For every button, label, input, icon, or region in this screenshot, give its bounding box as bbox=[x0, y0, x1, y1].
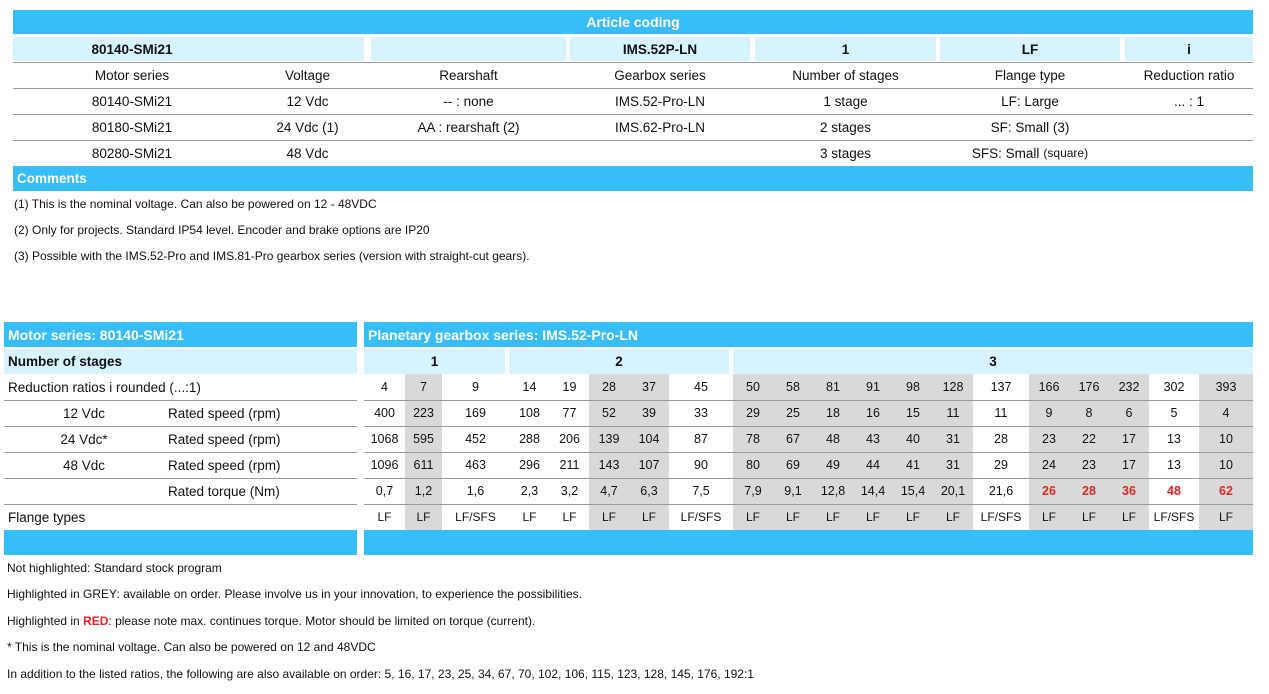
perf-divider bbox=[364, 452, 1253, 453]
coding-option-cell bbox=[570, 140, 750, 166]
value-cell: 31 bbox=[933, 452, 973, 478]
flange-cell: LF bbox=[1199, 504, 1253, 530]
ratio-cell: 37 bbox=[629, 374, 669, 400]
ratio-cell: 137 bbox=[990, 380, 1012, 394]
flange-cell: LF bbox=[405, 504, 442, 530]
article-coding-title: Article coding bbox=[13, 10, 1253, 34]
value-cell: 169 bbox=[465, 406, 486, 420]
value-cell: 13 bbox=[1167, 458, 1181, 472]
value-cell: 4,7 bbox=[589, 478, 629, 504]
ratio-cell: 45 bbox=[694, 380, 708, 394]
value-cell: 143 bbox=[589, 452, 629, 478]
value-cell: 11 bbox=[994, 406, 1008, 420]
value-cell: 48 bbox=[813, 426, 853, 452]
coding-option-cell: 2 stages bbox=[819, 119, 872, 135]
value-cell: 104 bbox=[629, 426, 669, 452]
value-cell: 43 bbox=[853, 426, 893, 452]
ratio-cell: 91 bbox=[853, 374, 893, 400]
value-cell: 40 bbox=[893, 426, 933, 452]
ratio-cell: 19 bbox=[562, 380, 577, 394]
value-cell: 1096 bbox=[370, 458, 399, 472]
value-cell: 9 bbox=[1029, 400, 1069, 426]
value-cell: 77 bbox=[562, 406, 577, 420]
perf-footer-left bbox=[4, 530, 357, 555]
perf-divider bbox=[364, 504, 1253, 505]
ratio-cell: 393 bbox=[1199, 374, 1253, 400]
footnote-nominal: * This is the nominal voltage. Can also be powered on 12 and 48VDC bbox=[7, 640, 376, 654]
value-cell: 29 bbox=[733, 400, 773, 426]
stage-group-cell: 1 bbox=[364, 349, 505, 374]
value-cell: 6,3 bbox=[629, 478, 669, 504]
value-cell: 78 bbox=[733, 426, 773, 452]
article-code-cell: LF bbox=[940, 37, 1120, 61]
footnote-red-pre: Highlighted in bbox=[7, 614, 84, 628]
value-cell: 400 bbox=[374, 406, 395, 420]
flange-cell: LF bbox=[773, 504, 813, 530]
footnote-standard: Not highlighted: Standard stock program bbox=[7, 561, 222, 575]
quantity-label: Rated torque (Nm) bbox=[168, 483, 280, 499]
coding-option-cell: LF: Large bbox=[1001, 93, 1059, 109]
coding-header-cell: Rearshaft bbox=[439, 67, 498, 83]
footnote-grey: Highlighted in GREY: available on order. Please involve us in your innovation, to experience the possibilities. bbox=[7, 587, 583, 601]
coding-divider bbox=[13, 140, 1253, 141]
coding-divider bbox=[13, 62, 1253, 63]
value-cell: 12,8 bbox=[813, 478, 853, 504]
perf-divider bbox=[364, 478, 1253, 479]
value-cell: 15,4 bbox=[893, 478, 933, 504]
flange-label: Flange types bbox=[8, 509, 86, 525]
voltage-label: 12 Vdc bbox=[62, 405, 106, 421]
coding-header-cell: Voltage bbox=[284, 67, 331, 83]
value-cell: 108 bbox=[519, 406, 540, 420]
flange-cell: LF bbox=[1069, 504, 1109, 530]
comment-1: (1) This is the nominal voltage. Can also be powered on 12 - 48VDC bbox=[14, 197, 377, 211]
voltage-label bbox=[4, 478, 164, 504]
value-cell: 24 bbox=[1029, 452, 1069, 478]
value-cell: 4 bbox=[1199, 400, 1253, 426]
coding-option-cell: 1 stage bbox=[823, 93, 868, 109]
flange-cell: LF bbox=[629, 504, 669, 530]
quantity-label: Rated speed (rpm) bbox=[168, 457, 281, 473]
ratio-cell: 28 bbox=[589, 374, 629, 400]
flange-cell: LF bbox=[522, 510, 537, 524]
article-code-cell bbox=[251, 37, 364, 61]
ratio-cell: 9 bbox=[472, 380, 479, 394]
flange-cell: LF/SFS bbox=[680, 510, 722, 524]
ratio-cell: 232 bbox=[1109, 374, 1149, 400]
comment-2: (2) Only for projects. Standard IP54 level. Encoder and brake options are IP20 bbox=[14, 223, 430, 237]
value-cell: 87 bbox=[694, 432, 708, 446]
coding-option-cell: 80280-SMi21 bbox=[91, 145, 173, 161]
coding-option-cell bbox=[940, 140, 1120, 166]
value-cell: 296 bbox=[519, 458, 540, 472]
gearbox-series-title: Planetary gearbox series: IMS.52-Pro-LN bbox=[364, 322, 1253, 347]
value-cell: 49 bbox=[813, 452, 853, 478]
flange-cell: LF bbox=[853, 504, 893, 530]
ratio-cell: 176 bbox=[1069, 374, 1109, 400]
group-separator bbox=[505, 349, 509, 530]
value-cell: 44 bbox=[853, 452, 893, 478]
value-cell: 13 bbox=[1167, 432, 1181, 446]
value-cell: 14,4 bbox=[853, 478, 893, 504]
coding-option-cell bbox=[1125, 114, 1253, 140]
value-cell: 31 bbox=[933, 426, 973, 452]
ratio-cell: 58 bbox=[773, 374, 813, 400]
value-cell: 595 bbox=[405, 426, 442, 452]
value-cell: 452 bbox=[465, 432, 486, 446]
value-cell: 69 bbox=[773, 452, 813, 478]
coding-option-cell bbox=[1125, 140, 1253, 166]
coding-option-cell: -- : none bbox=[443, 93, 494, 109]
value-cell: 39 bbox=[629, 400, 669, 426]
ratio-label: Reduction ratios i rounded (...:1) bbox=[8, 379, 201, 395]
perf-footer-right bbox=[364, 530, 1253, 555]
ratio-cell: 7 bbox=[405, 374, 442, 400]
stage-group-cell: 2 bbox=[509, 349, 729, 374]
coding-option-cell bbox=[371, 140, 566, 166]
value-cell: 211 bbox=[559, 458, 580, 472]
flange-cell: LF bbox=[1109, 504, 1149, 530]
flange-cell: LF bbox=[1029, 504, 1069, 530]
coding-option-cell: IMS.52-Pro-LN bbox=[614, 93, 706, 109]
value-cell: 1068 bbox=[370, 432, 399, 446]
article-code-cell: 80140-SMi21 bbox=[13, 37, 251, 61]
stages-label: Number of stages bbox=[4, 349, 357, 374]
coding-divider bbox=[13, 114, 1253, 115]
article-code-cell bbox=[371, 37, 566, 61]
value-cell: 11 bbox=[933, 400, 973, 426]
voltage-label: 48 Vdc bbox=[62, 457, 106, 473]
value-cell: 107 bbox=[629, 452, 669, 478]
coding-header-cell: Reduction ratio bbox=[1143, 67, 1235, 83]
article-code-cell: IMS.52P-LN bbox=[570, 37, 750, 61]
footnote-red-word: RED bbox=[83, 614, 109, 628]
ratio-cell: 98 bbox=[893, 374, 933, 400]
value-cell: 62 bbox=[1199, 478, 1253, 504]
value-cell: 17 bbox=[1109, 452, 1149, 478]
value-cell: 28 bbox=[1069, 478, 1109, 504]
comment-3: (3) Possible with the IMS.52-Pro and IMS.81-Pro gearbox series (version with straight-cut gears). bbox=[14, 249, 530, 263]
value-cell: 223 bbox=[405, 400, 442, 426]
value-cell: 33 bbox=[694, 406, 708, 420]
comments-title: Comments bbox=[13, 166, 1253, 191]
value-cell: 80 bbox=[733, 452, 773, 478]
flange-cell: LF/SFS bbox=[980, 510, 1022, 524]
value-cell: 8 bbox=[1069, 400, 1109, 426]
value-cell: 22 bbox=[1069, 426, 1109, 452]
article-code-cell: 1 bbox=[755, 37, 936, 61]
perf-divider bbox=[364, 400, 1253, 401]
flange-cell: LF bbox=[589, 504, 629, 530]
coding-option-cell: 48 Vdc bbox=[286, 145, 329, 161]
quantity-label: Rated speed (rpm) bbox=[168, 431, 281, 447]
motor-series-title: Motor series: 80140-SMi21 bbox=[4, 322, 357, 347]
flange-cell: LF bbox=[377, 510, 392, 524]
value-cell: 3,2 bbox=[560, 484, 579, 498]
coding-option-cell: ... : 1 bbox=[1173, 93, 1204, 109]
value-cell: 7,9 bbox=[733, 478, 773, 504]
value-cell: 21,6 bbox=[988, 484, 1014, 498]
value-cell: 5 bbox=[1170, 406, 1178, 420]
value-cell: 20,1 bbox=[933, 478, 973, 504]
ratio-cell: 166 bbox=[1029, 374, 1069, 400]
value-cell: 1,6 bbox=[466, 484, 485, 498]
value-cell: 139 bbox=[589, 426, 629, 452]
ratio-cell: 128 bbox=[933, 374, 973, 400]
coding-option-cell: 80180-SMi21 bbox=[91, 119, 173, 135]
value-cell: 10 bbox=[1199, 426, 1253, 452]
quantity-label: Rated speed (rpm) bbox=[168, 405, 281, 421]
value-cell: 2,3 bbox=[520, 484, 539, 498]
footnote-red-post: : please note max. continues torque. Motor should be limited on torque (current). bbox=[108, 614, 536, 628]
value-cell: 7,5 bbox=[692, 484, 710, 498]
flange-cell: LF bbox=[933, 504, 973, 530]
value-cell: 23 bbox=[1029, 426, 1069, 452]
flange-cell: LF bbox=[562, 510, 577, 524]
coding-option-cell: 80140-SMi21 bbox=[91, 93, 173, 109]
value-cell: 18 bbox=[813, 400, 853, 426]
ratio-cell: 4 bbox=[381, 380, 388, 394]
value-cell: 29 bbox=[994, 458, 1008, 472]
value-cell: 23 bbox=[1069, 452, 1109, 478]
value-cell: 611 bbox=[405, 452, 442, 478]
footnote-additional-ratios: In addition to the listed ratios, the following are also available on order: 5, 16, 17, 23, 25, 34, 67, 70, 102, 106, 115, 123, 128, 145, 176, 192:1 bbox=[7, 667, 754, 681]
ratio-cell: 302 bbox=[1163, 380, 1185, 394]
value-cell: 48 bbox=[1167, 484, 1181, 498]
ratio-cell: 50 bbox=[733, 374, 773, 400]
value-cell: 25 bbox=[773, 400, 813, 426]
coding-option-cell: SF: Small (3) bbox=[990, 119, 1070, 135]
value-cell: 463 bbox=[465, 458, 486, 472]
coding-option-cell: IMS.62-Pro-LN bbox=[614, 119, 706, 135]
coding-header-cell: Flange type bbox=[994, 67, 1066, 83]
stage-group-cell: 3 bbox=[733, 349, 1253, 374]
value-cell: 15 bbox=[893, 400, 933, 426]
flange-cell: LF/SFS bbox=[1153, 510, 1195, 524]
value-cell: 6 bbox=[1109, 400, 1149, 426]
group-separator bbox=[729, 349, 733, 530]
ratio-cell: 14 bbox=[522, 380, 537, 394]
article-code-cell: i bbox=[1125, 37, 1253, 61]
value-cell: 28 bbox=[994, 432, 1008, 446]
value-cell: 52 bbox=[589, 400, 629, 426]
flange-cell: LF bbox=[813, 504, 853, 530]
coding-option-cell: AA : rearshaft (2) bbox=[417, 119, 520, 135]
ratio-cell: 81 bbox=[813, 374, 853, 400]
value-cell: 41 bbox=[893, 452, 933, 478]
value-cell: 1,2 bbox=[405, 478, 442, 504]
coding-option-cell: 3 stages bbox=[819, 145, 872, 161]
flange-cell: LF bbox=[893, 504, 933, 530]
value-cell: 10 bbox=[1199, 452, 1253, 478]
value-cell: 36 bbox=[1109, 478, 1149, 504]
perf-divider bbox=[364, 426, 1253, 427]
coding-option-cell: 12 Vdc bbox=[286, 93, 329, 109]
coding-header-cell: Motor series bbox=[94, 67, 170, 83]
value-cell: 0,7 bbox=[375, 484, 394, 498]
value-cell: 17 bbox=[1109, 426, 1149, 452]
flange-cell: LF/SFS bbox=[455, 510, 496, 524]
value-cell: 206 bbox=[559, 432, 580, 446]
coding-header-cell: Gearbox series bbox=[614, 67, 706, 83]
coding-divider bbox=[13, 88, 1253, 89]
flange-cell: LF bbox=[733, 504, 773, 530]
voltage-label: 24 Vdc* bbox=[60, 431, 108, 447]
value-cell: 67 bbox=[773, 426, 813, 452]
value-cell: 26 bbox=[1029, 478, 1069, 504]
coding-header-cell: Number of stages bbox=[792, 67, 899, 83]
footnote-red bbox=[7, 614, 535, 628]
value-cell: 90 bbox=[694, 458, 708, 472]
value-cell: 9,1 bbox=[773, 478, 813, 504]
sfs-option-text: SFS: Small bbox=[971, 145, 1040, 161]
value-cell: 288 bbox=[519, 432, 540, 446]
value-cell: 16 bbox=[853, 400, 893, 426]
coding-option-cell: 24 Vdc (1) bbox=[276, 119, 339, 135]
sfs-option-suffix: (square) bbox=[1043, 146, 1089, 160]
